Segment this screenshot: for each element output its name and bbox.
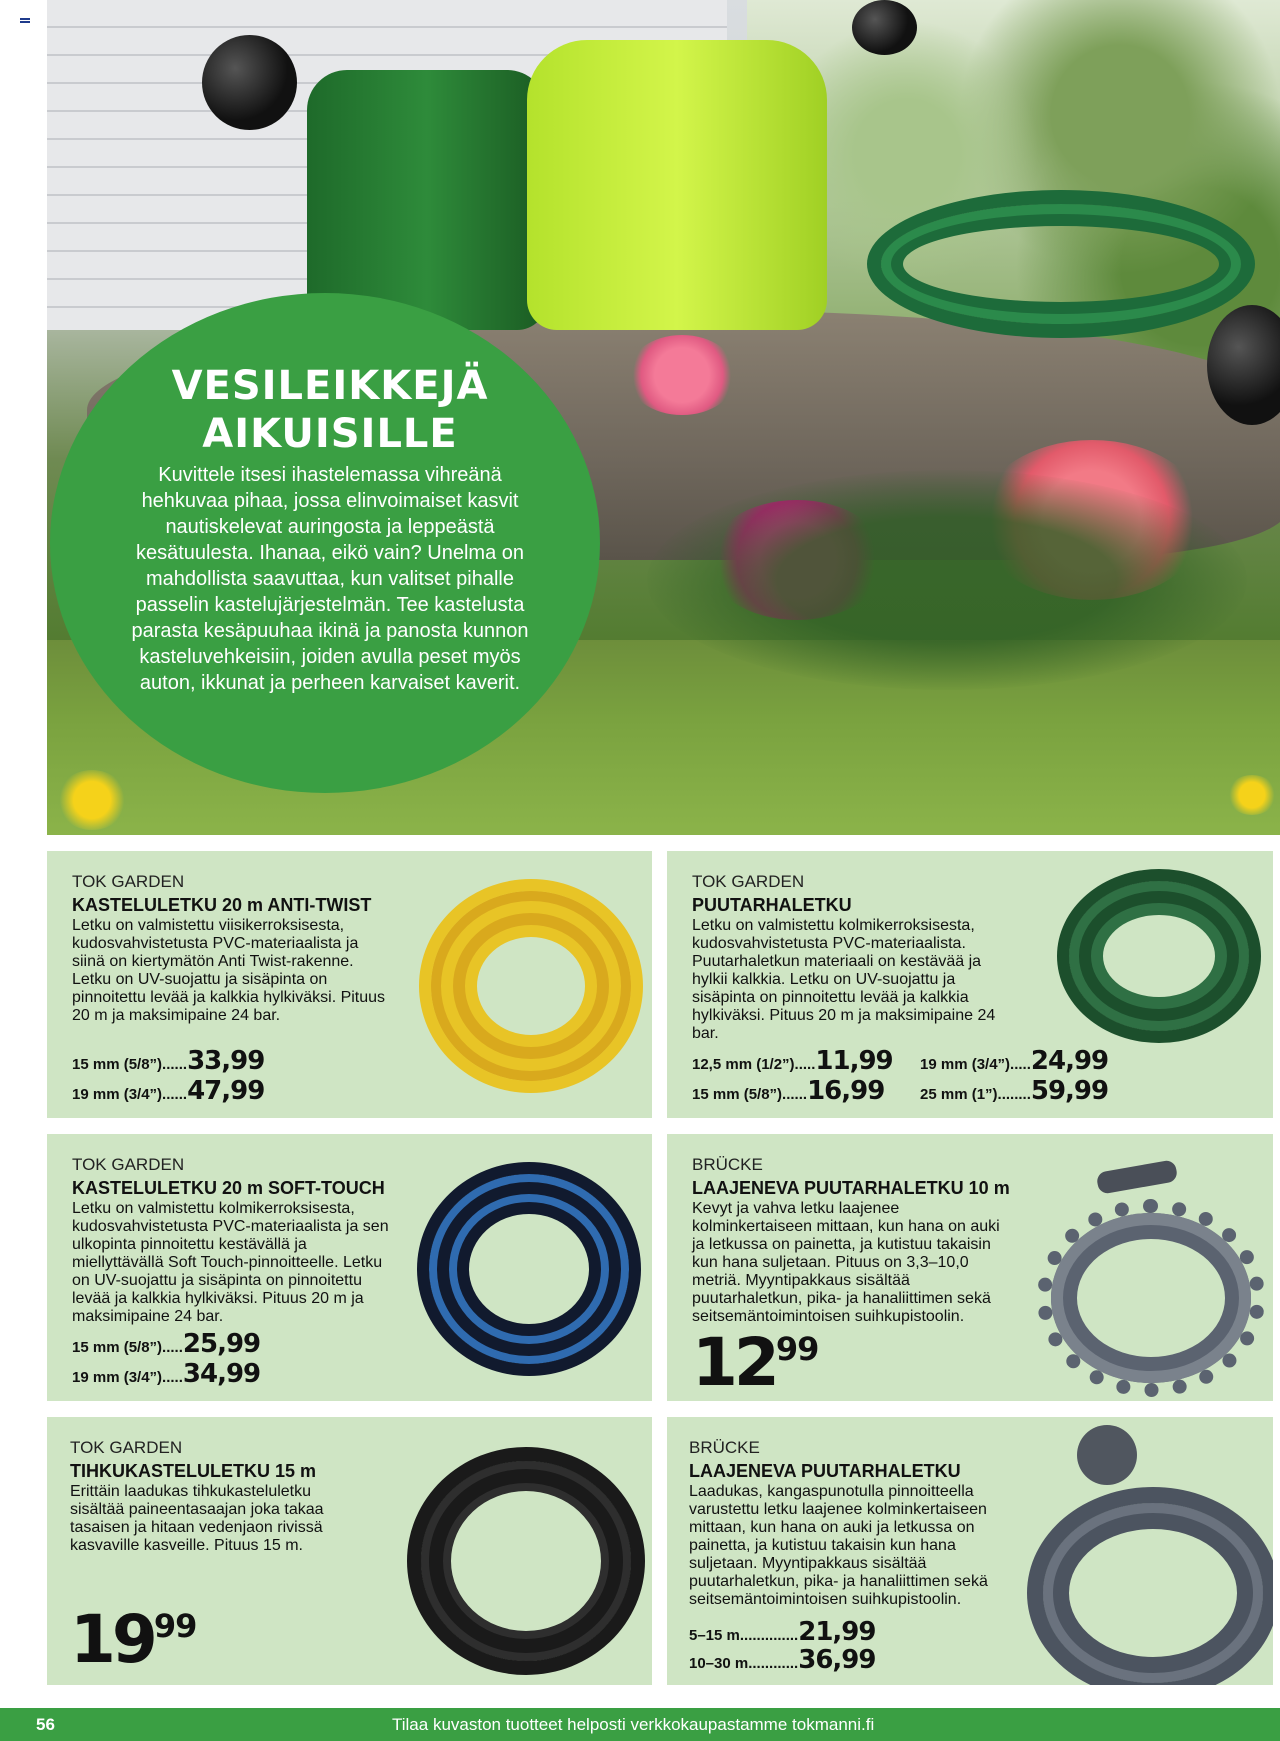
price-row: 10–30 m............36,99 — [689, 1645, 876, 1675]
price-row: 15 mm (5/8”)......33,99 — [72, 1046, 265, 1076]
product-card[interactable] — [667, 851, 1273, 1118]
price-row: 19 mm (3/4”)......47,99 — [72, 1076, 265, 1106]
product-name: KASTELULETKU 20 m SOFT-TOUCH — [72, 1178, 385, 1198]
product-brand: BRÜCKE — [692, 1155, 763, 1174]
watering-can-rose — [202, 35, 297, 130]
price-row: 19 mm (3/4”).....24,99 — [920, 1046, 1109, 1076]
product-brand: TOK GARDEN — [72, 1155, 185, 1174]
foliage — [647, 470, 1247, 690]
product-description: Letku on valmistettu kolmikerroksisesta, kudosvahvistetusta PVC-materiaalista. Puutarhaletkun materiaali on kestävää ja hylkii kalkkia. Letku on UV-suojattu ja sisäpinta on pinnoitettu levää ja kalkkia hylkiväksi. Pituus 20 m ja maksimipaine 24 bar. — [692, 917, 996, 1042]
product-description: Letku on valmistettu viisikerroksisesta, kudosvahvistetusta PVC-materiaalista ja siinä on kiertymätön Anti Twist-rakenne. Letku on UV-suojattu ja sisäpinta on pinnoitettu levää ja kalkkia hylkiväksi. Pituus 20 m ja maksimipaine 24 bar. — [72, 917, 386, 1024]
product-card[interactable] — [47, 1134, 652, 1401]
dandelion — [1227, 775, 1277, 815]
product-image-green-hose — [1057, 869, 1261, 1043]
product-brand: TOK GARDEN — [72, 872, 185, 891]
spray-gun-icon — [1096, 1159, 1179, 1195]
product-card[interactable] — [47, 851, 652, 1118]
watering-can-dark — [307, 70, 547, 330]
dandelion — [57, 770, 127, 830]
product-description: Erittäin laadukas tihkukasteluletku sisältää paineentasaajan joka takaa tasaisen ja hitaan vedenjaon rivissä kasvaville kasveille. Pituus 15 m. — [70, 1483, 324, 1554]
product-brand: TOK GARDEN — [70, 1438, 183, 1457]
footer-link-text[interactable]: Tilaa kuvaston tuotteet helposti verkkokaupastamme tokmanni.fi — [392, 1715, 875, 1734]
product-description: Letku on valmistettu kolmikerroksisesta, kudosvahvistetusta PVC-materiaalista ja sen ulkopinta pinnoitettu kestävällä ja miellyttävällä Soft Touch-pinnoitteelle. Letku on UV-suojattu ja sisäpinta on pinnoitettu levää ja kalkkia hylkiväksi. Pituus 20 m ja maksimipaine 24 bar. — [72, 1200, 389, 1325]
product-name: TIHKUKASTELULETKU 15 m — [70, 1461, 317, 1481]
product-image-yellow-hose — [419, 879, 643, 1093]
price-row: 19 mm (3/4”).....34,99 — [72, 1359, 261, 1389]
price-row: 5–15 m..............21,99 — [689, 1617, 876, 1647]
product-name: PUUTARHALETKU — [692, 895, 852, 915]
garden-hose-coil — [867, 190, 1255, 338]
product-description: Kevyt ja vahva letku laajenee kolminkertaiseen mittaan, kun hana on auki ja letkussa on painetta, ja kutistuu takaisin kun hana suljetaan. Pituus on 3,3–10,0 metriä. Myyntipakkaus sisältää puutarhaletkun, pika- ja hanaliittimen sekä seitsemäntoimintoisen suihkupistoolin. — [692, 1200, 1000, 1325]
watering-can-rose — [852, 0, 917, 55]
product-card[interactable] — [667, 1134, 1273, 1401]
product-card[interactable] — [47, 1417, 652, 1685]
hero-title: VESILEIKKEJÄ AIKUISILLE — [171, 363, 489, 457]
price-row: 12,5 mm (1/2”).....11,99 — [692, 1046, 893, 1076]
product-description: Laadukas, kangaspunotulla pinnoitteella varustettu letku laajenee kolminkertaiseen mittaan, kun hana on auki ja letkussa on painetta, ja kutistuu takaisin kun hana suljetaan. Myyntipakkaus sisältää puutarhaletkun, pika- ja hanaliittimen sekä seitsemäntoimintoisen suihkupistoolin. — [689, 1483, 988, 1608]
product-image-drip-hose — [407, 1447, 645, 1675]
product-price: 1999 — [70, 1601, 197, 1678]
product-name: LAAJENEVA PUUTARHALETKU 10 m — [692, 1178, 1010, 1198]
product-brand: TOK GARDEN — [692, 872, 805, 891]
product-price: 1299 — [692, 1324, 819, 1401]
price-row: 15 mm (5/8”)......16,99 — [692, 1076, 885, 1106]
page-number: 56 — [36, 1715, 55, 1734]
watering-can-light — [527, 40, 827, 330]
hero-intro-text: Kuvittele itsesi ihastelemassa vihreänä hehkuvaa pihaa, jossa elinvoimaiset kasvit nautiskelevat auringosta ja leppeästä kesätuulesta. Ihanaa, eikö vain? Unelma on mahdollista saavuttaa, kun valitset pihalle passelin kastelujärjestelmän. Tee kastelusta parasta kesäpuuhaa ikinä ja panosta kunnon kasteluvehkeisiin, joiden avulla peset myös auton, ikkunat ja perheen karvaiset kaverit. — [131, 464, 529, 694]
product-name: LAAJENEVA PUUTARHALETKU — [689, 1461, 961, 1481]
product-image-expandable-hose — [1037, 1199, 1265, 1397]
price-row: 15 mm (5/8”).....25,99 — [72, 1329, 261, 1359]
product-card[interactable] — [667, 1417, 1273, 1685]
spray-gun-icon — [1077, 1425, 1137, 1485]
product-image-expandable-hose — [1027, 1487, 1273, 1685]
footer-bar — [0, 1708, 1280, 1741]
price-row: 25 mm (1”)........59,99 — [920, 1076, 1109, 1106]
product-brand: BRÜCKE — [689, 1438, 760, 1457]
product-image-blue-hose — [417, 1162, 641, 1376]
pink-flowers — [627, 335, 737, 415]
menu-icon[interactable] — [20, 18, 30, 26]
product-name: KASTELULETKU 20 m ANTI-TWIST — [72, 895, 372, 915]
